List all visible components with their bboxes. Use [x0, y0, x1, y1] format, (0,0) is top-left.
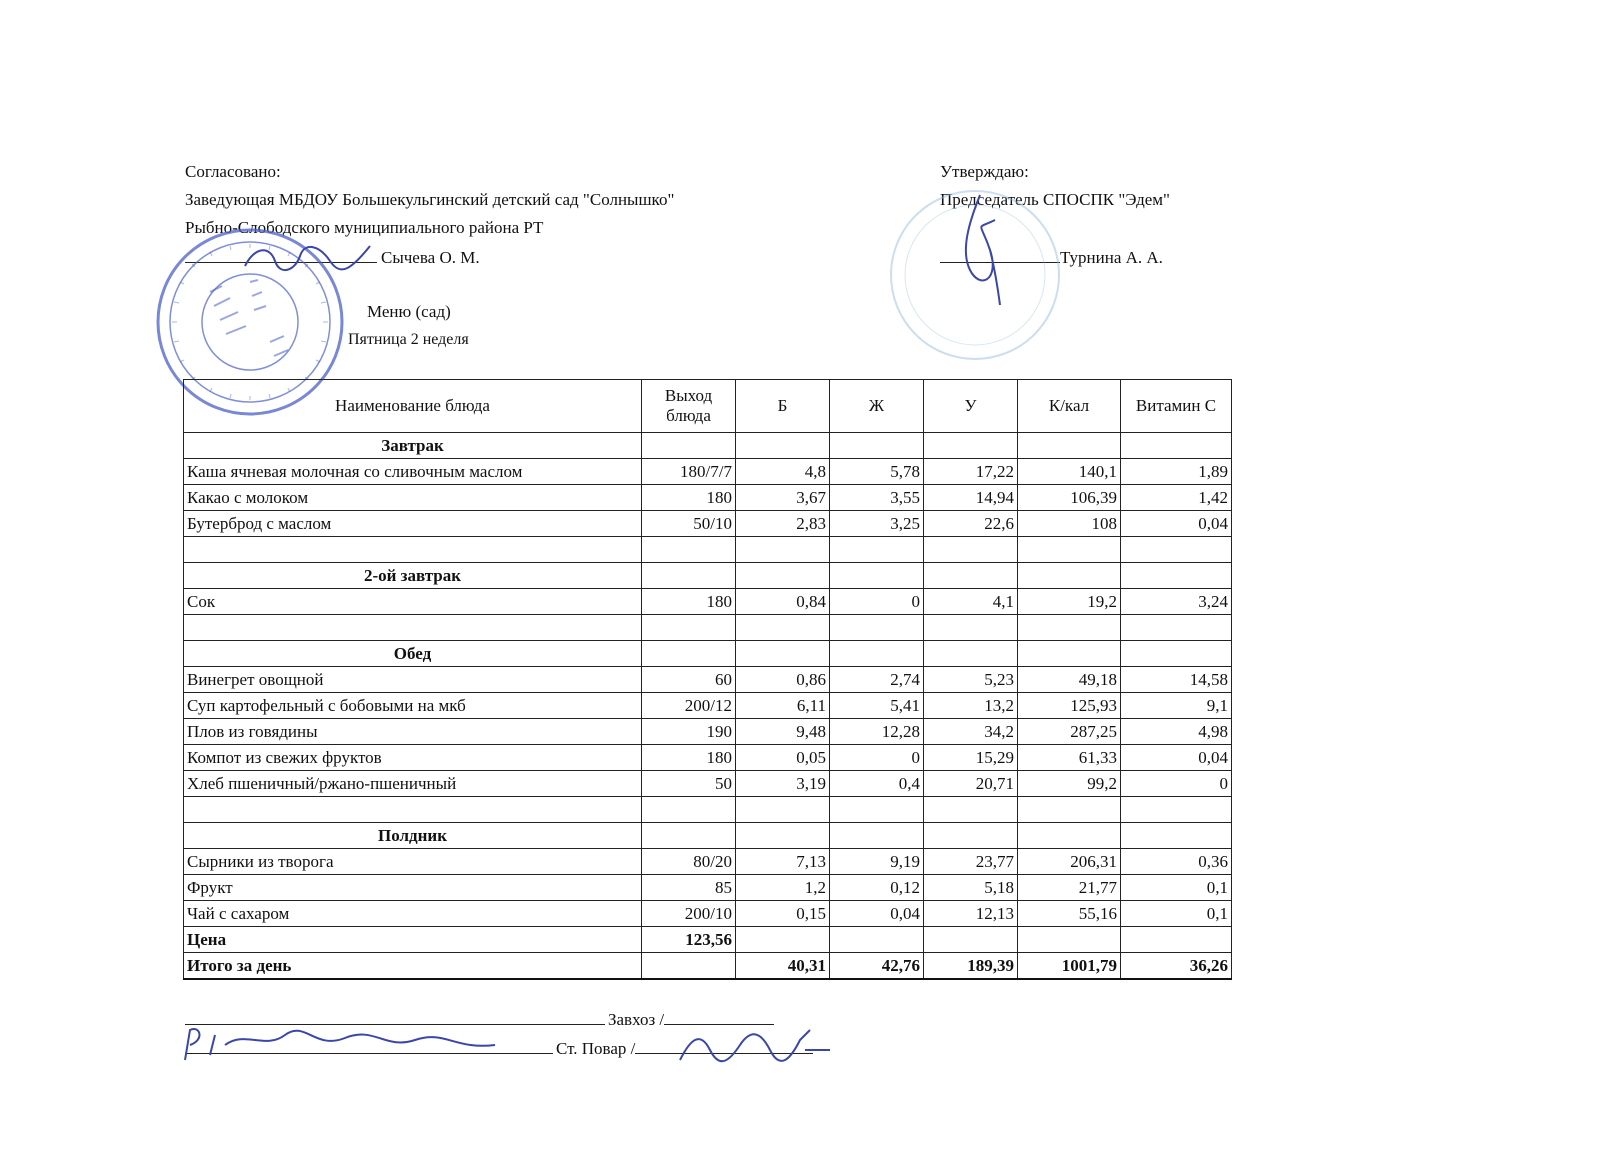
cell-dish-name: Цена	[184, 927, 642, 953]
cell-j: 3,25	[830, 511, 924, 537]
cell-kcal	[1018, 433, 1121, 459]
cell-b: 6,11	[736, 693, 830, 719]
cell-vitc: 0,1	[1121, 875, 1232, 901]
cell-out: 180	[642, 745, 736, 771]
cell-j	[830, 615, 924, 641]
cell-vitc	[1121, 433, 1232, 459]
menu-title: Меню (сад)	[367, 302, 451, 321]
cell-j: 3,55	[830, 485, 924, 511]
cell-b	[736, 927, 830, 953]
cell-u: 5,18	[924, 875, 1018, 901]
cell-kcal: 106,39	[1018, 485, 1121, 511]
cell-vitc	[1121, 537, 1232, 563]
empty-row	[184, 537, 1232, 563]
cell-b: 3,67	[736, 485, 830, 511]
cell-u	[924, 433, 1018, 459]
cell-dish-name: Итого за день	[184, 953, 642, 980]
cell-kcal: 108	[1018, 511, 1121, 537]
cell-u: 22,6	[924, 511, 1018, 537]
cell-kcal: 61,33	[1018, 745, 1121, 771]
table-row	[184, 901, 1232, 927]
cell-vitc	[1121, 927, 1232, 953]
cell-j	[830, 537, 924, 563]
cell-out: 85	[642, 875, 736, 901]
approved-heading: Согласовано:	[185, 162, 281, 181]
cell-kcal: 206,31	[1018, 849, 1121, 875]
header-fat: Ж	[830, 380, 924, 433]
table-header-row	[184, 380, 1232, 433]
confirm-heading: Утверждаю:	[940, 162, 1029, 181]
cell-b: 7,13	[736, 849, 830, 875]
cell-j	[830, 823, 924, 849]
cell-kcal: 287,25	[1018, 719, 1121, 745]
cell-out: 50	[642, 771, 736, 797]
header-kcal: К/кал	[1018, 380, 1121, 433]
cell-u	[924, 797, 1018, 823]
menu-subtitle: Пятница 2 неделя	[348, 331, 469, 348]
cell-j: 5,41	[830, 693, 924, 719]
cell-vitc: 0,04	[1121, 745, 1232, 771]
cell-b: 0,86	[736, 667, 830, 693]
cell-b	[736, 433, 830, 459]
cell-b: 0,15	[736, 901, 830, 927]
cell-out	[642, 433, 736, 459]
confirm-name: Турнина А. А.	[1060, 248, 1163, 267]
cell-j: 0	[830, 745, 924, 771]
cell-vitc	[1121, 797, 1232, 823]
cell-out: 180	[642, 485, 736, 511]
cell-b: 40,31	[736, 953, 830, 980]
table-row	[184, 459, 1232, 485]
cell-dish-name	[184, 797, 642, 823]
cell-kcal: 19,2	[1018, 589, 1121, 615]
cell-out	[642, 953, 736, 980]
cell-j	[830, 797, 924, 823]
cell-u	[924, 615, 1018, 641]
cook-signature	[670, 1020, 840, 1070]
cell-j: 5,78	[830, 459, 924, 485]
cell-u: 13,2	[924, 693, 1018, 719]
table-row	[184, 875, 1232, 901]
approved-signature	[240, 236, 380, 286]
header-protein: Б	[736, 380, 830, 433]
cell-u: 23,77	[924, 849, 1018, 875]
cell-dish-name	[184, 615, 642, 641]
empty-row	[184, 797, 1232, 823]
cell-j: 12,28	[830, 719, 924, 745]
cell-vitc	[1121, 563, 1232, 589]
cell-out	[642, 641, 736, 667]
cell-b	[736, 641, 830, 667]
cell-kcal	[1018, 927, 1121, 953]
cell-u: 12,13	[924, 901, 1018, 927]
empty-row	[184, 615, 1232, 641]
cell-dish-name: 2-ой завтрак	[184, 563, 642, 589]
menu-table	[183, 379, 1232, 980]
cell-u: 5,23	[924, 667, 1018, 693]
cell-out: 50/10	[642, 511, 736, 537]
cell-out: 190	[642, 719, 736, 745]
cell-dish-name: Какао с молоком	[184, 485, 642, 511]
cell-out: 200/10	[642, 901, 736, 927]
cell-u: 14,94	[924, 485, 1018, 511]
cell-kcal: 125,93	[1018, 693, 1121, 719]
cell-out	[642, 823, 736, 849]
cell-dish-name: Хлеб пшеничный/ржано-пшеничный	[184, 771, 642, 797]
cell-dish-name: Бутерброд с маслом	[184, 511, 642, 537]
cell-out: 60	[642, 667, 736, 693]
cell-dish-name	[184, 537, 642, 563]
cell-b	[736, 797, 830, 823]
cell-dish-name: Фрукт	[184, 875, 642, 901]
section-row	[184, 823, 1232, 849]
cell-out: 180	[642, 589, 736, 615]
cell-j: 0,12	[830, 875, 924, 901]
zavhoz-label: Завхоз /	[608, 1010, 665, 1029]
zavhoz-signature	[175, 1020, 515, 1070]
cell-j	[830, 641, 924, 667]
cell-vitc: 4,98	[1121, 719, 1232, 745]
table-row	[184, 667, 1232, 693]
cell-j	[830, 433, 924, 459]
cell-vitc: 0,36	[1121, 849, 1232, 875]
cell-b: 3,19	[736, 771, 830, 797]
section-row	[184, 433, 1232, 459]
cell-kcal: 1001,79	[1018, 953, 1121, 980]
cell-j: 0	[830, 589, 924, 615]
cell-dish-name: Каша ячневая молочная со сливочным маслом	[184, 459, 642, 485]
header-carbs: У	[924, 380, 1018, 433]
cell-u: 20,71	[924, 771, 1018, 797]
cell-dish-name: Суп картофельный с бобовыми на мкб	[184, 693, 642, 719]
cell-kcal: 140,1	[1018, 459, 1121, 485]
cell-vitc: 0,1	[1121, 901, 1232, 927]
cell-j	[830, 927, 924, 953]
cell-kcal: 49,18	[1018, 667, 1121, 693]
cell-kcal	[1018, 537, 1121, 563]
cell-out	[642, 797, 736, 823]
header-vitamin-c: Витамин С	[1121, 380, 1232, 433]
cell-dish-name: Чай с сахаром	[184, 901, 642, 927]
cell-j: 42,76	[830, 953, 924, 980]
cell-dish-name: Плов из говядины	[184, 719, 642, 745]
cell-b	[736, 537, 830, 563]
cell-vitc: 0	[1121, 771, 1232, 797]
cell-dish-name: Сок	[184, 589, 642, 615]
cell-vitc: 14,58	[1121, 667, 1232, 693]
cell-kcal	[1018, 615, 1121, 641]
approved-name: Сычева О. М.	[381, 248, 480, 267]
section-row	[184, 563, 1232, 589]
cell-b: 0,05	[736, 745, 830, 771]
confirm-signature	[950, 190, 1020, 310]
cell-kcal: 55,16	[1018, 901, 1121, 927]
cell-kcal: 21,77	[1018, 875, 1121, 901]
cell-vitc	[1121, 823, 1232, 849]
cell-vitc: 1,89	[1121, 459, 1232, 485]
cell-kcal	[1018, 823, 1121, 849]
cell-b: 1,2	[736, 875, 830, 901]
cell-vitc: 9,1	[1121, 693, 1232, 719]
table-row	[184, 771, 1232, 797]
table-row	[184, 745, 1232, 771]
cell-out: 180/7/7	[642, 459, 736, 485]
cell-u: 4,1	[924, 589, 1018, 615]
table-row	[184, 849, 1232, 875]
cell-u: 17,22	[924, 459, 1018, 485]
cell-j: 0,04	[830, 901, 924, 927]
cell-dish-name: Завтрак	[184, 433, 642, 459]
cell-dish-name: Компот из свежих фруктов	[184, 745, 642, 771]
cell-b: 2,83	[736, 511, 830, 537]
cell-out	[642, 615, 736, 641]
cell-vitc: 36,26	[1121, 953, 1232, 980]
cell-u	[924, 927, 1018, 953]
cell-u	[924, 823, 1018, 849]
cell-b	[736, 823, 830, 849]
confirm-line1: Председатель СПОСПК "Эдем"	[940, 190, 1170, 209]
approved-line1: Заведующая МБДОУ Большекульгинский детский сад "Солнышко"	[185, 190, 675, 209]
cell-b: 4,8	[736, 459, 830, 485]
table-row	[184, 589, 1232, 615]
cell-b	[736, 563, 830, 589]
cell-dish-name: Винегрет овощной	[184, 667, 642, 693]
cell-vitc: 3,24	[1121, 589, 1232, 615]
cell-u: 15,29	[924, 745, 1018, 771]
cell-b	[736, 615, 830, 641]
section-row	[184, 641, 1232, 667]
cell-vitc: 1,42	[1121, 485, 1232, 511]
header-dish-name: Наименование блюда	[184, 380, 642, 433]
table-row	[184, 693, 1232, 719]
header-output: Выход блюда	[642, 380, 736, 433]
total-row	[184, 953, 1232, 980]
cook-label: Ст. Повар /	[556, 1039, 636, 1058]
cell-u	[924, 641, 1018, 667]
table-row	[184, 719, 1232, 745]
cell-kcal: 99,2	[1018, 771, 1121, 797]
table-row	[184, 485, 1232, 511]
cell-u	[924, 537, 1018, 563]
cell-kcal	[1018, 563, 1121, 589]
price-row	[184, 927, 1232, 953]
cell-vitc	[1121, 615, 1232, 641]
cell-out	[642, 537, 736, 563]
cell-u: 189,39	[924, 953, 1018, 980]
cell-dish-name: Сырники из творога	[184, 849, 642, 875]
cell-dish-name: Обед	[184, 641, 642, 667]
table-row	[184, 511, 1232, 537]
cell-b: 9,48	[736, 719, 830, 745]
cell-vitc	[1121, 641, 1232, 667]
cell-kcal	[1018, 641, 1121, 667]
cell-b: 0,84	[736, 589, 830, 615]
approved-line2: Рыбно-Слободского муниципиального района РТ	[185, 218, 544, 237]
cell-j: 0,4	[830, 771, 924, 797]
cell-out	[642, 563, 736, 589]
cell-out: 80/20	[642, 849, 736, 875]
cell-kcal	[1018, 797, 1121, 823]
cell-dish-name: Полдник	[184, 823, 642, 849]
cell-j: 2,74	[830, 667, 924, 693]
cell-out: 200/12	[642, 693, 736, 719]
cell-u: 34,2	[924, 719, 1018, 745]
cell-vitc: 0,04	[1121, 511, 1232, 537]
cell-j	[830, 563, 924, 589]
cell-out: 123,56	[642, 927, 736, 953]
cell-j: 9,19	[830, 849, 924, 875]
cell-u	[924, 563, 1018, 589]
